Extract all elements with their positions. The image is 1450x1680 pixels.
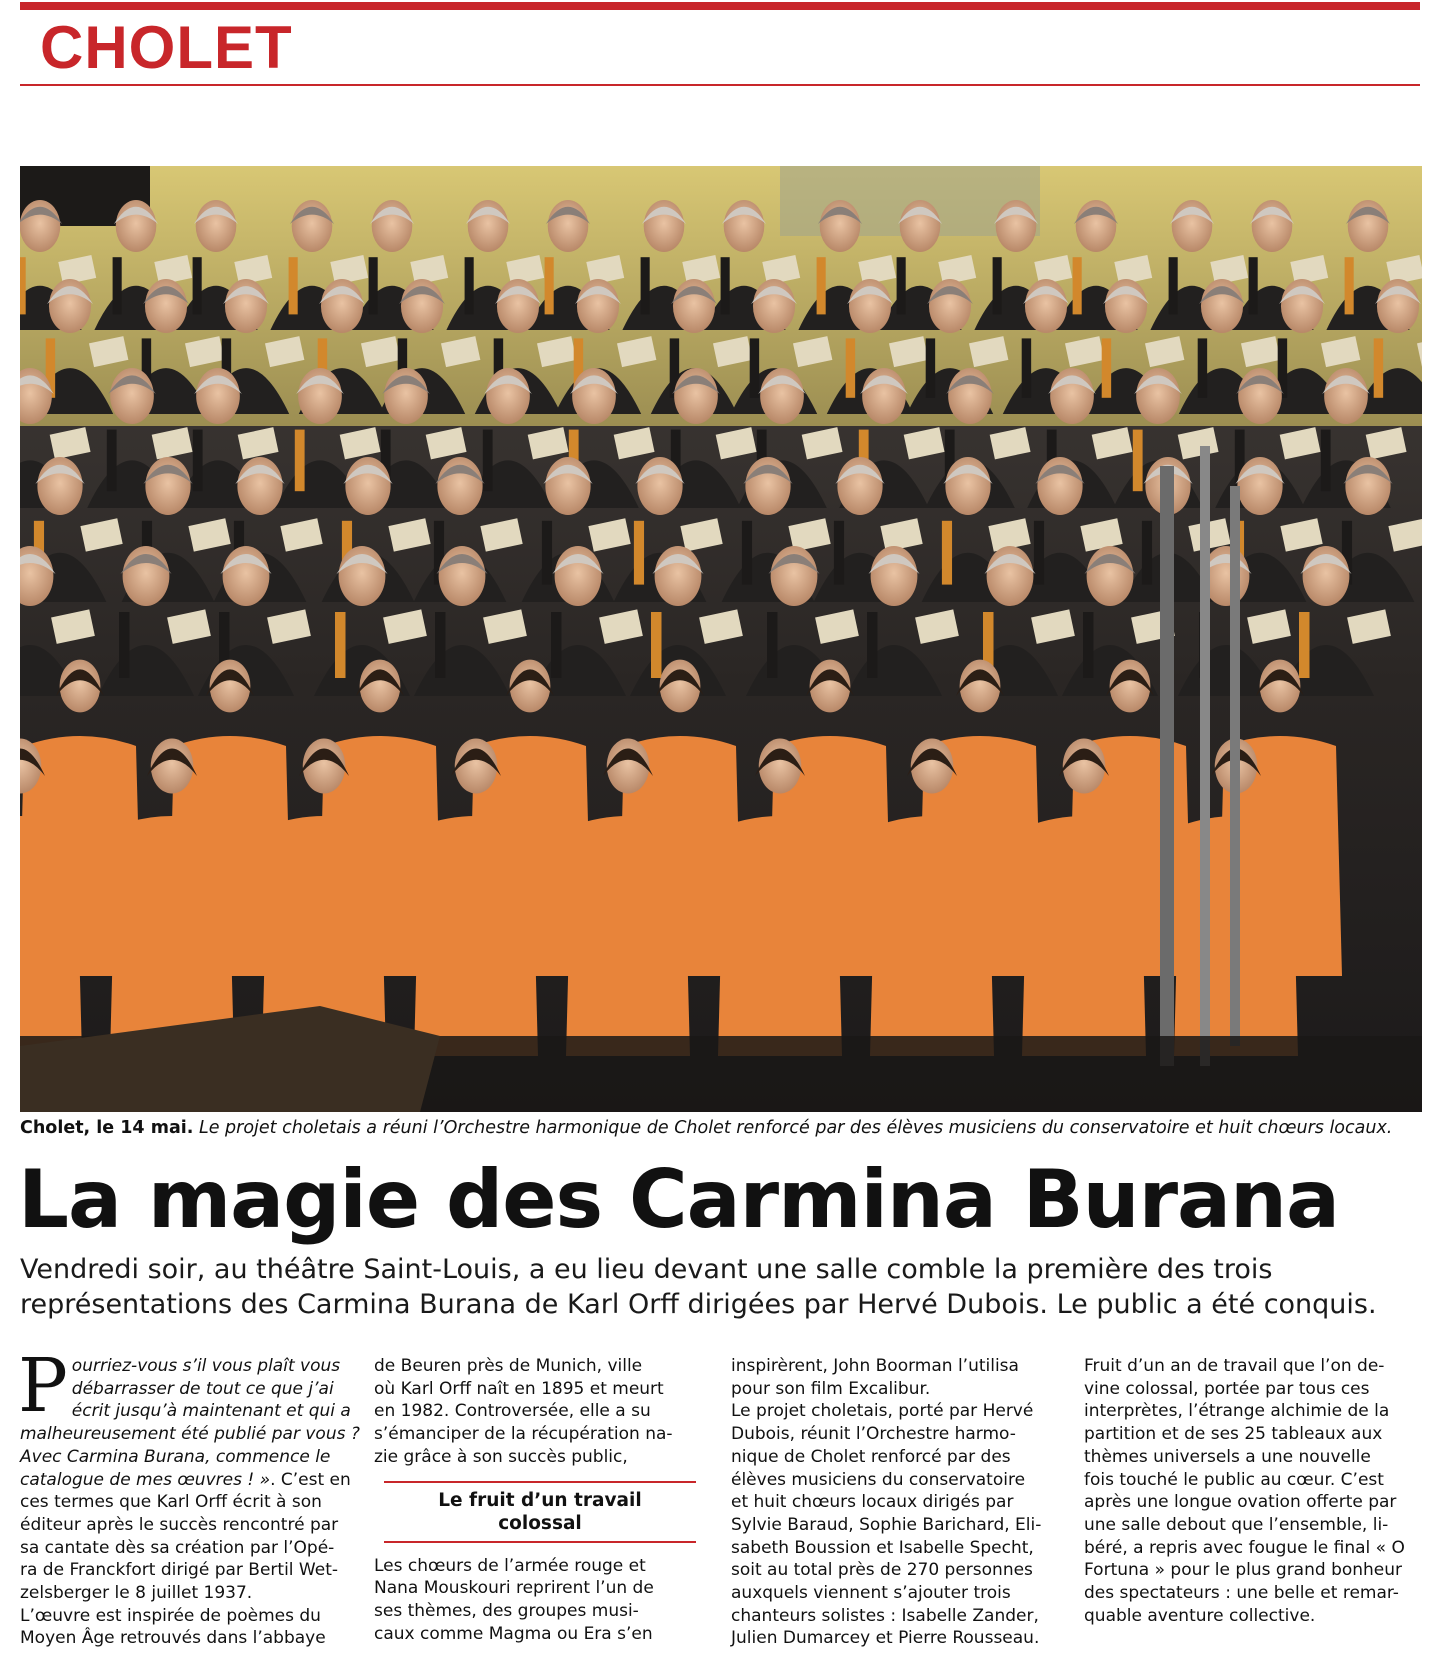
choir-singer xyxy=(414,546,527,696)
article-line: ces termes que Karl Orff écrit à son xyxy=(20,1492,322,1513)
article-line: débarrasser de tout ce que j’ai xyxy=(71,1378,334,1399)
children-choir xyxy=(20,660,1342,1056)
article-line: catalogue de mes œuvres ! » xyxy=(20,1469,271,1490)
article-line: ra de Franckfort dirigé par Bertil Wet- xyxy=(20,1560,339,1581)
article-line: Le projet choletais, porté par Hervé xyxy=(731,1401,1034,1422)
article-line: auxquels viennent s’ajouter trois xyxy=(731,1583,1011,1604)
article-line: zelsberger le 8 juillet 1937. xyxy=(20,1583,253,1604)
article-line: Les chœurs de l’armée rouge et xyxy=(374,1555,646,1576)
article-line: Avec Carmina Burana, commence le xyxy=(20,1446,331,1467)
article-line: en 1982. Controversée, elle a su xyxy=(374,1401,651,1422)
article-column-1 xyxy=(18,1343,360,1650)
article-line: Fruit d’un an de travail que l’on de- xyxy=(1084,1356,1385,1376)
article-line: interprètes, l’étrange alchimie de la xyxy=(1084,1401,1390,1422)
article-line: malheureusement été publié par vous ? xyxy=(20,1424,360,1445)
article-line: Sylvie Baraud, Sophie Barichard, Eli- xyxy=(731,1514,1042,1535)
standfirst-line: Vendredi soir, au théâtre Saint-Louis, a eu lieu devant une salle comble la première des trois xyxy=(20,1254,1273,1285)
article-line-tail: . C’est en xyxy=(270,1469,351,1490)
article-line: Dubois, réunit l’Orchestre harmo- xyxy=(731,1424,1016,1445)
article-line: de Beuren près de Munich, ville xyxy=(374,1356,643,1376)
standfirst-line: représentations des Carmina Burana de Karl Orff dirigées par Hervé Dubois. Le public a été conquis. xyxy=(20,1289,1377,1320)
article-column-4 xyxy=(1084,1355,1416,1627)
article-line: Nana Mouskouri reprirent l’un de xyxy=(374,1578,654,1599)
article-line: pour son film Excalibur. xyxy=(731,1378,931,1399)
article-line: Moyen Âge retrouvés dans l’abbaye xyxy=(20,1628,326,1649)
article-line: thèmes universels a une nouvelle xyxy=(1084,1446,1371,1467)
article-line: caux comme Magma ou Era s’en xyxy=(374,1623,653,1644)
top-accent-bar xyxy=(20,2,1420,10)
article-line: après une longue ovation offerte par xyxy=(1084,1492,1397,1513)
article-line: vine colossal, portée par tous ces xyxy=(1084,1378,1370,1399)
drop-cap: P xyxy=(18,1343,68,1429)
article-line: zie grâce à son succès public, xyxy=(374,1446,628,1467)
section-divider xyxy=(20,84,1420,86)
article-line: sa cantate dès sa création par l’Opé- xyxy=(20,1537,335,1558)
article-line: fois touché le public au cœur. C’est xyxy=(1084,1469,1384,1490)
article-line: sabeth Boussion et Isabelle Specht, xyxy=(731,1537,1034,1558)
headline: La magie des Carmina Burana xyxy=(18,1153,1339,1246)
article-line: ses thèmes, des groupes musi- xyxy=(374,1600,639,1621)
article-line: L’œuvre est inspirée de poèmes du xyxy=(20,1605,321,1626)
caption-lead: Cholet, le 14 mai. xyxy=(20,1118,194,1138)
article-line: béré, a repris avec fougue le final « O xyxy=(1084,1537,1405,1558)
choir-photo xyxy=(20,166,1422,1112)
article-line: chanteurs solistes : Isabelle Zander, xyxy=(731,1605,1039,1626)
subhead-line: Le fruit d’un travail xyxy=(438,1489,642,1511)
article-subhead xyxy=(384,1481,696,1543)
article-line: partition et de ses 25 tableaux aux xyxy=(1084,1424,1383,1445)
article-line: s’émanciper de la récupération na- xyxy=(374,1424,673,1445)
article-line: ourriez-vous s’il vous plaît vous xyxy=(71,1356,341,1376)
choir-photo-illustration xyxy=(20,166,1422,1112)
article-line: Julien Dumarcey et Pierre Rousseau. xyxy=(731,1628,1040,1649)
article-line: Fortuna » pour le plus grand bonheur xyxy=(1084,1560,1403,1581)
article-line: écrit jusqu’à maintenant et qui a xyxy=(71,1401,351,1422)
caption-body: Le projet choletais a réuni l’Orchestre harmonique de Cholet renforcé par des élèves musiciens du conservatoire et huit chœurs locaux. xyxy=(193,1118,1393,1138)
article-line: élèves musiciens du conservatoire xyxy=(731,1469,1026,1490)
article-line: une salle debout que l’ensemble, li- xyxy=(1084,1514,1389,1535)
article-line: soit au total près de 270 personnes xyxy=(731,1560,1033,1581)
article-column-3 xyxy=(731,1355,1063,1650)
photo-caption xyxy=(20,1116,1420,1140)
article-line: et huit chœurs locaux dirigés par xyxy=(731,1492,1014,1513)
article-line: quable aventure collective. xyxy=(1084,1605,1316,1626)
section-title: CHOLET xyxy=(40,14,293,81)
article-line: éditeur après le succès rencontré par xyxy=(20,1514,339,1535)
standfirst xyxy=(20,1252,1420,1322)
article-line: des spectateurs : une belle et remar- xyxy=(1084,1583,1399,1604)
article-column-2 xyxy=(374,1355,706,1645)
article-line: où Karl Orff naît en 1895 et meurt xyxy=(374,1378,664,1399)
subhead-line: colossal xyxy=(498,1512,582,1534)
article-line: inspirèrent, John Boorman l’utilisa xyxy=(731,1356,1019,1376)
article-line: nique de Cholet renforcé par des xyxy=(731,1446,1011,1467)
